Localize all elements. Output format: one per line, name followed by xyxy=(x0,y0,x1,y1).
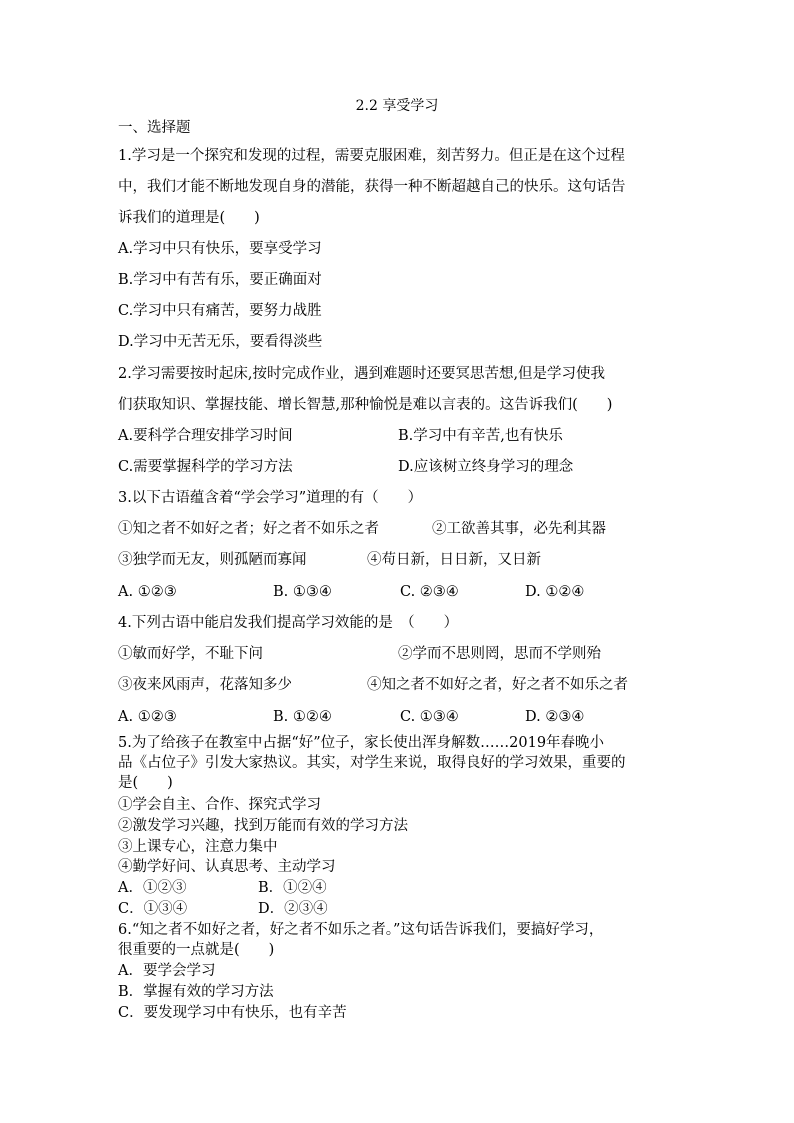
q4-options xyxy=(118,707,678,727)
q3-options xyxy=(118,582,678,602)
q3-option-c: C. ②③④ xyxy=(400,584,459,600)
q1-stem-line3: 诉我们的道理是( ) xyxy=(118,210,260,226)
q5-option-c: C．①③④ xyxy=(118,901,188,917)
q1-option-d: D.学习中无苦无乐，要看得淡些 xyxy=(118,334,323,350)
q1-stem-line1: 1.学习是一个探究和发现的过程，需要克服困难，刻苦努力。但正是在这个过程 xyxy=(118,148,625,164)
q4-statement-3: ③夜来风雨声，花落知多少 xyxy=(118,677,292,693)
q4-statement-2: ②学而不思则罔，思而不学则殆 xyxy=(398,646,601,662)
q5-stem-line2: 品《占位子》引发大家热议。其实，对学生来说，取得良好的学习效果，重要的 xyxy=(118,755,626,771)
q1-stem-line2: 中，我们才能不断地发现自身的潜能，获得一种不断超越自己的快乐。这句话告 xyxy=(118,179,626,195)
q3-statement-4: ④苟日新，日日新，又日新 xyxy=(367,552,541,568)
q6-option-a: A．要学会学习 xyxy=(118,963,216,979)
q4-statement-1: ①敏而好学，不耻下问 xyxy=(118,646,263,662)
q5-stem-line1: 5.为了给孩子在教室中占据“好”位子，家长使出浑身解数……2019年春晚小 xyxy=(118,735,605,751)
q3-statement-2: ②工欲善其事，必先利其器 xyxy=(432,521,606,537)
q4-option-d: D. ②③④ xyxy=(525,709,585,725)
q2-option-d: D.应该树立终身学习的理念 xyxy=(398,459,574,475)
q5-stem-line3: 是( ) xyxy=(118,775,173,791)
q5-statement-3: ③上课专心，注意力集中 xyxy=(118,839,278,855)
q3-statement-1: ①知之者不如好之者；好之者不如乐之者 xyxy=(118,521,379,537)
q2-option-a: A.要科学合理安排学习时间 xyxy=(118,428,293,444)
q3-option-a: A. ①②③ xyxy=(118,584,177,600)
page-title: 2.2 享受学习 xyxy=(355,98,439,114)
section-heading: 一、选择题 xyxy=(118,120,191,136)
q5-statement-2: ②激发学习兴趣，找到万能而有效的学习方法 xyxy=(118,818,408,834)
q5-statement-4: ④勤学好问、认真思考、主动学习 xyxy=(118,859,336,875)
q1-option-b: B.学习中有苦有乐，要正确面对 xyxy=(118,272,322,288)
q2-option-b: B.学习中有辛苦,也有快乐 xyxy=(398,428,563,444)
q6-option-b: B．掌握有效的学习方法 xyxy=(118,984,274,1000)
q6-option-c: C．要发现学习中有快乐，也有辛苦 xyxy=(118,1005,347,1021)
q5-statement-1: ①学会自主、合作、探究式学习 xyxy=(118,797,321,813)
q3-option-b: B. ①③④ xyxy=(273,584,332,600)
q1-option-a: A.学习中只有快乐，要享受学习 xyxy=(118,241,322,257)
q3-statement-3: ③独学而无友，则孤陋而寡闻 xyxy=(118,552,307,568)
q4-stem: 4.下列古语中能启发我们提高学习效能的是 （ ） xyxy=(118,615,459,631)
q3-stem: 3.以下古语蕴含着“学会学习”道理的有（ ） xyxy=(118,490,423,506)
q1-option-c: C.学习中只有痛苦，要努力战胜 xyxy=(118,303,322,319)
q6-stem-line1: 6.“知之者不如好之者，好之者不如乐之者。”这句话告诉我们，要搞好学习， xyxy=(118,922,604,938)
q2-option-c: C.需要掌握科学的学习方法 xyxy=(118,459,293,475)
q4-option-b: B. ①②④ xyxy=(273,709,332,725)
q3-option-d: D. ①②④ xyxy=(525,584,585,600)
q6-stem-line2: 很重要的一点就是( ) xyxy=(118,942,275,958)
q4-option-c: C. ①③④ xyxy=(400,709,459,725)
q5-option-d: D．②③④ xyxy=(258,901,328,917)
q5-option-b: B．①②④ xyxy=(258,880,327,896)
q2-stem-line2: 们获取知识、掌握技能、增长智慧,那种愉悦是难以言表的。这告诉我们( ) xyxy=(118,397,613,413)
q2-stem-line1: 2.学习需要按时起床,按时完成作业，遇到难题时还要冥思苦想,但是学习使我 xyxy=(118,366,606,382)
q5-option-a: A．①②③ xyxy=(118,880,187,896)
q4-option-a: A. ①②③ xyxy=(118,709,177,725)
q4-statement-4: ④知之者不如好之者，好之者不如乐之者 xyxy=(367,677,628,693)
